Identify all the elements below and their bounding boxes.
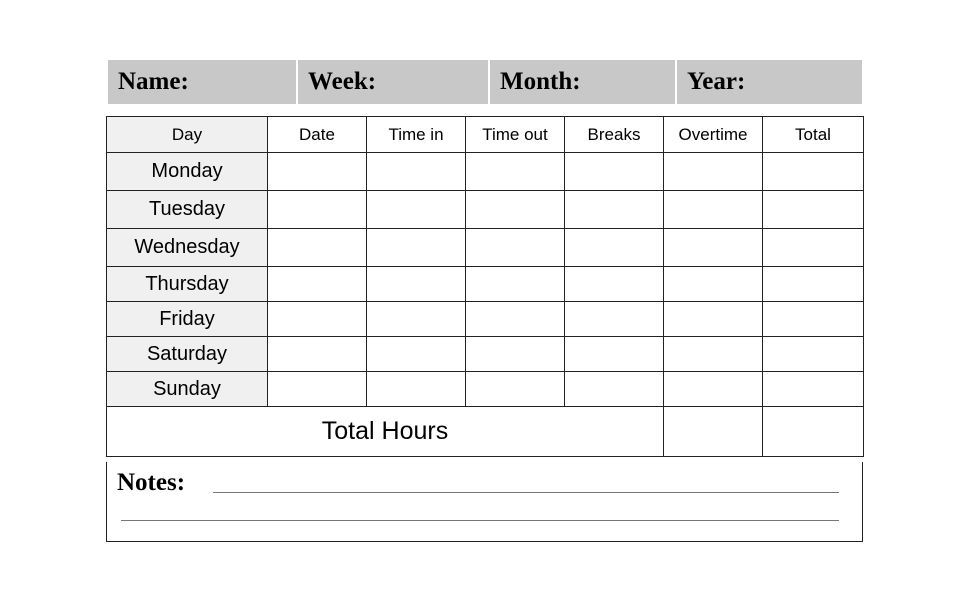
date-cell[interactable] [268,267,367,302]
date-cell[interactable] [268,337,367,372]
time-out-cell[interactable] [466,337,565,372]
breaks-cell[interactable] [565,229,664,267]
month-label: Month: [500,68,581,95]
time-out-cell[interactable] [466,302,565,337]
year-field[interactable] [677,60,862,104]
table-row [107,337,864,372]
column-header-total: Total [763,117,864,153]
time-in-cell[interactable] [367,337,466,372]
overtime-cell[interactable] [664,337,763,372]
header-bar [108,60,862,104]
total-hours-row [107,407,864,457]
time-in-cell[interactable] [367,372,466,407]
breaks-cell[interactable] [565,372,664,407]
date-cell[interactable] [268,372,367,407]
time-in-cell[interactable] [367,267,466,302]
name-label: Name: [118,68,189,95]
day-cell-monday: Monday [107,153,268,191]
total-cell[interactable] [763,267,864,302]
breaks-cell[interactable] [565,153,664,191]
timesheet-table [106,116,864,457]
notes-label: Notes: [117,469,186,496]
week-label: Week: [308,68,377,95]
breaks-cell[interactable] [565,337,664,372]
time-out-cell[interactable] [466,229,565,267]
overtime-cell[interactable] [664,372,763,407]
day-cell-wednesday: Wednesday [107,229,268,267]
day-cell-friday: Friday [107,302,268,337]
overtime-cell[interactable] [664,191,763,229]
overtime-cell[interactable] [664,229,763,267]
column-header-date: Date [268,117,367,153]
table-row [107,267,864,302]
year-label: Year: [687,68,746,95]
table-row [107,372,864,407]
notes-line-1[interactable] [213,492,839,493]
time-out-cell[interactable] [466,267,565,302]
total-hours-label: Total Hours [107,407,664,457]
total-overtime-cell[interactable] [664,407,763,457]
time-out-cell[interactable] [466,372,565,407]
date-cell[interactable] [268,229,367,267]
time-out-cell[interactable] [466,191,565,229]
table-row [107,191,864,229]
column-header-breaks: Breaks [565,117,664,153]
day-cell-tuesday: Tuesday [107,191,268,229]
time-out-cell[interactable] [466,153,565,191]
table-row [107,302,864,337]
breaks-cell[interactable] [565,302,664,337]
overtime-cell[interactable] [664,302,763,337]
time-in-cell[interactable] [367,153,466,191]
total-cell[interactable] [763,191,864,229]
time-in-cell[interactable] [367,302,466,337]
column-header-time-out: Time out [466,117,565,153]
day-cell-saturday: Saturday [107,337,268,372]
total-cell[interactable] [763,302,864,337]
name-field[interactable] [108,60,298,104]
table-row [107,229,864,267]
total-cell[interactable] [763,153,864,191]
total-cell[interactable] [763,229,864,267]
column-header-time-in: Time in [367,117,466,153]
column-header-overtime: Overtime [664,117,763,153]
total-cell[interactable] [763,337,864,372]
column-header-day: Day [107,117,268,153]
date-cell[interactable] [268,153,367,191]
table-header-row [107,117,864,153]
overtime-cell[interactable] [664,153,763,191]
date-cell[interactable] [268,302,367,337]
date-cell[interactable] [268,191,367,229]
time-in-cell[interactable] [367,191,466,229]
overtime-cell[interactable] [664,267,763,302]
time-in-cell[interactable] [367,229,466,267]
week-field[interactable] [298,60,490,104]
day-cell-thursday: Thursday [107,267,268,302]
total-hours-cell[interactable] [763,407,864,457]
notes-section [106,462,863,542]
month-field[interactable] [490,60,677,104]
breaks-cell[interactable] [565,267,664,302]
table-row [107,153,864,191]
breaks-cell[interactable] [565,191,664,229]
notes-line-2[interactable] [121,520,839,521]
day-cell-sunday: Sunday [107,372,268,407]
total-cell[interactable] [763,372,864,407]
